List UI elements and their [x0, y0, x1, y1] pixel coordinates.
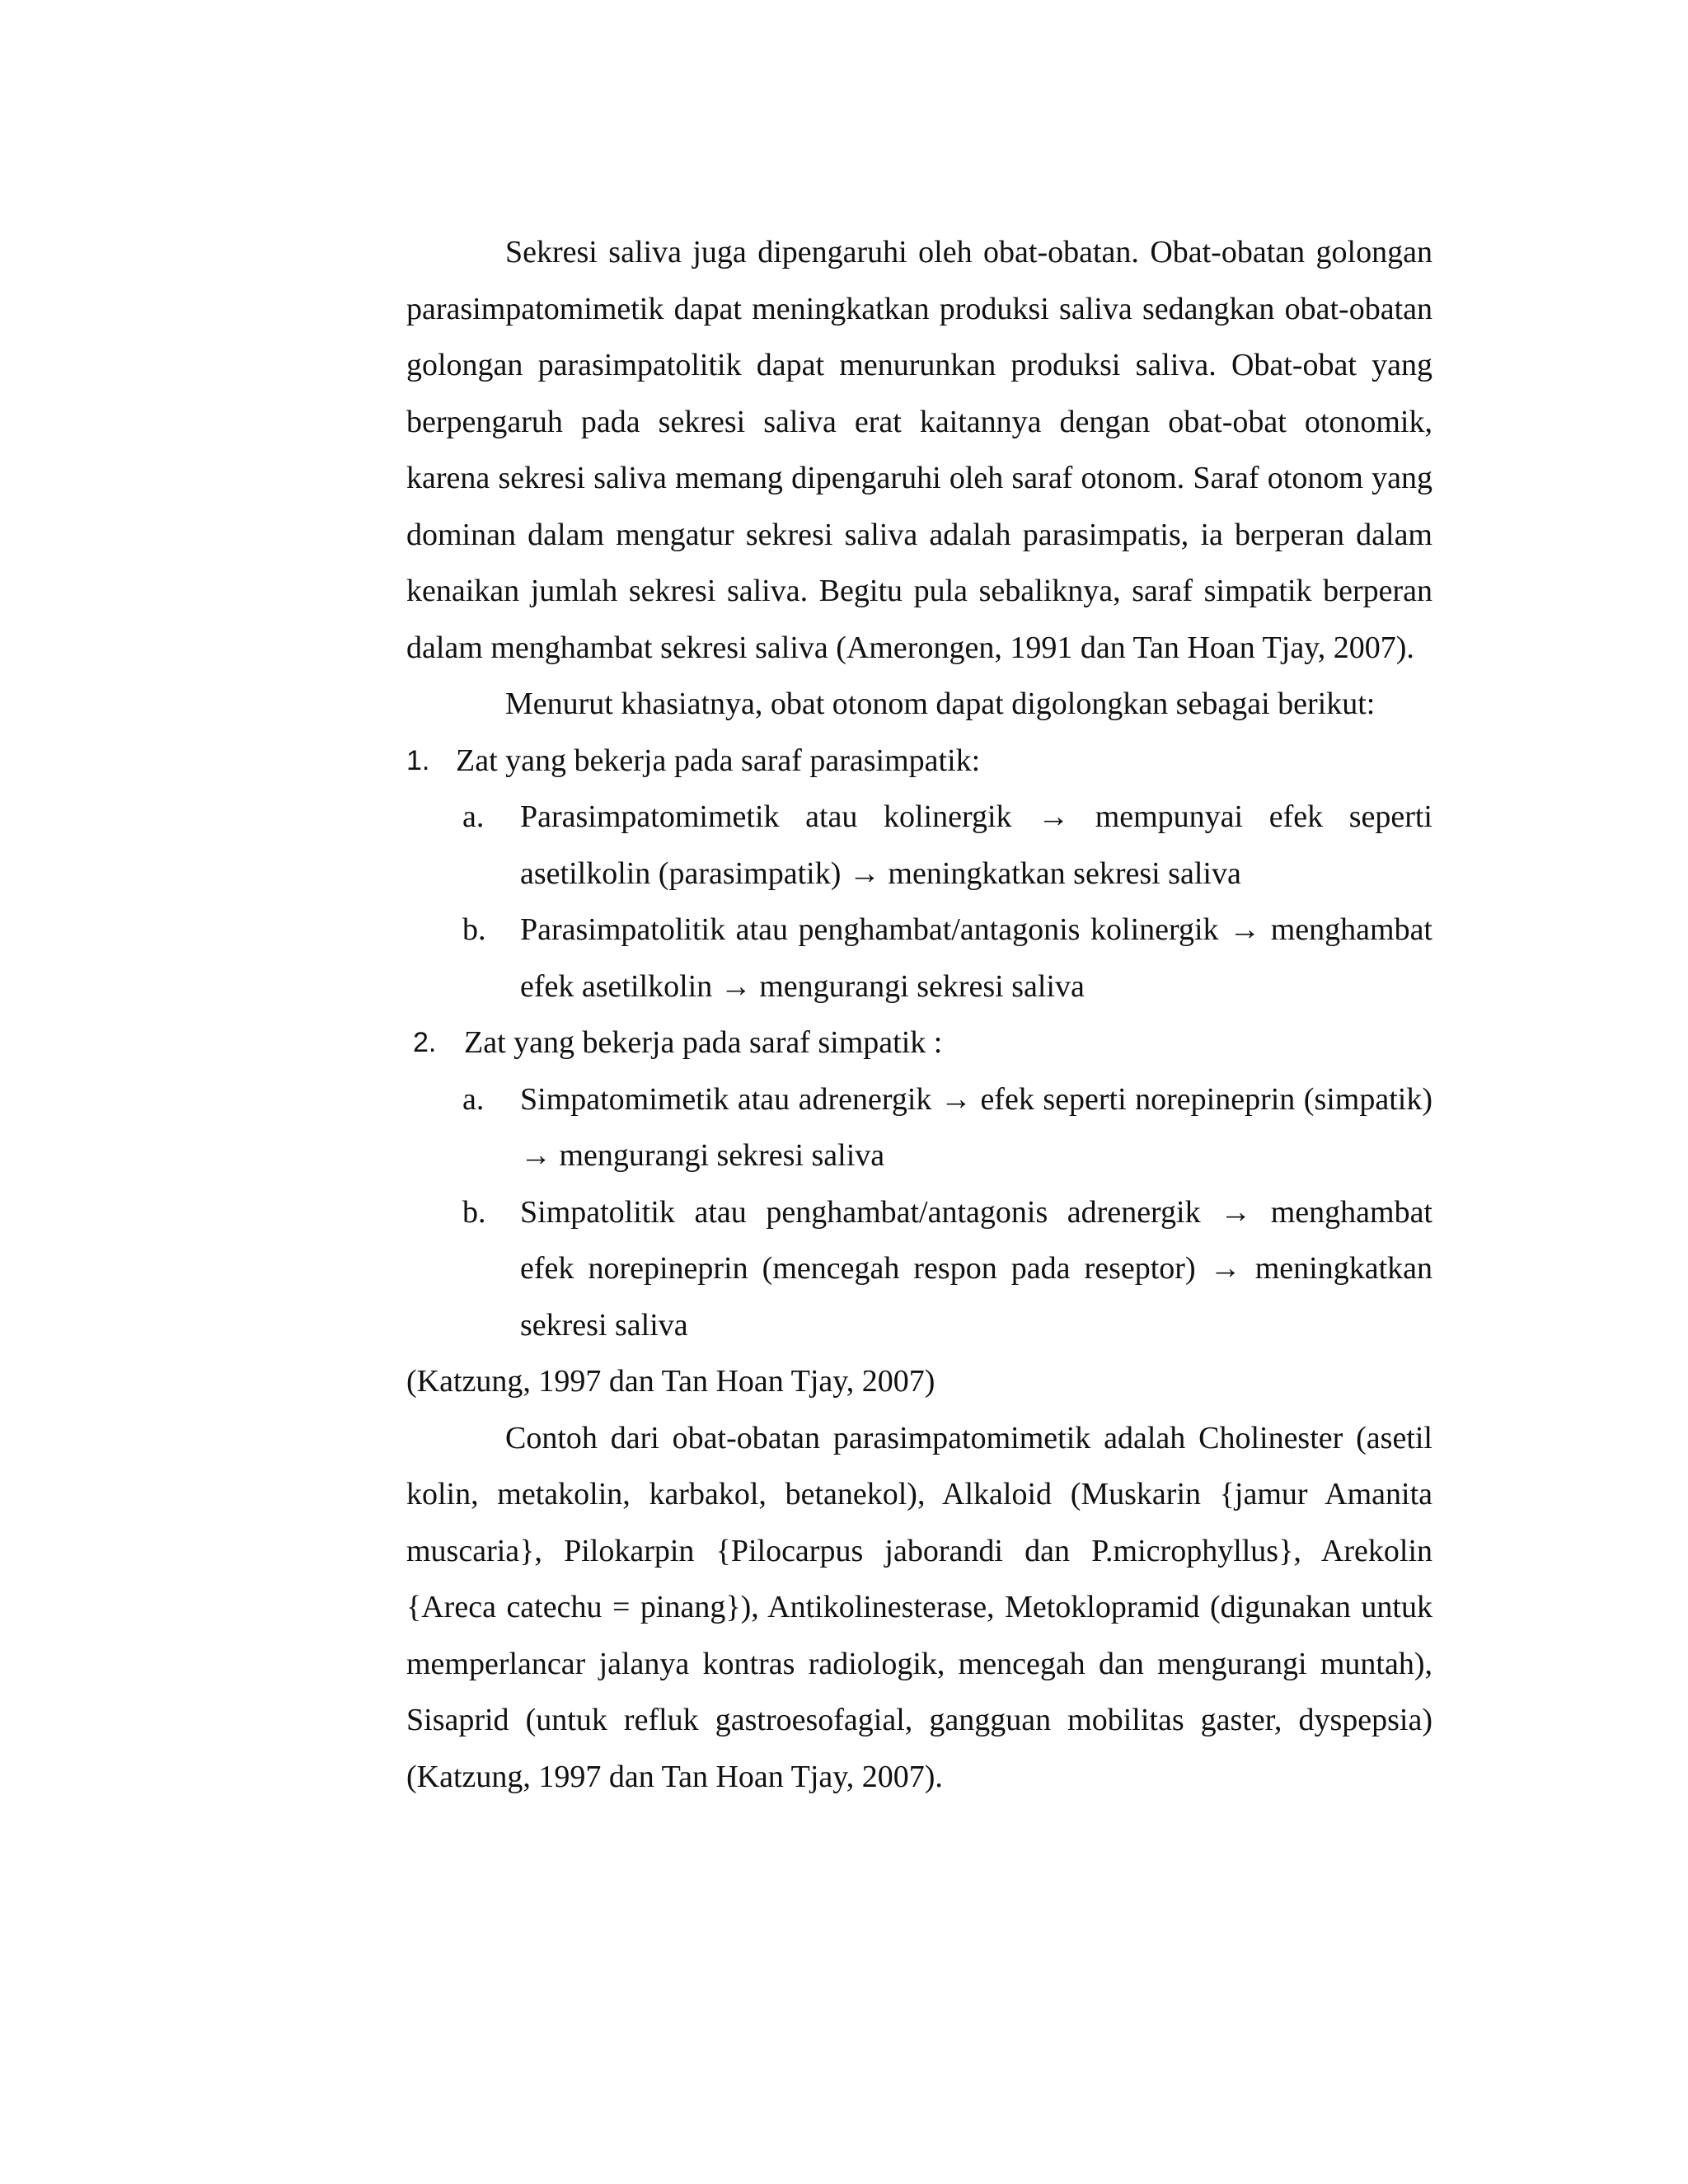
paragraph-parasympathomimetic-examples: Contoh dari obat-obatan parasimpatomimetik adalah Cholinester (asetil kolin, metakolin, karbakol, betanekol), Alkaloid (Muskarin {jamur Amanita muscaria}, Pilokarpin {Pilocarpus jaborandi dan P.microphyllus}, Arekolin {Areca catechu = pinang}), Antikolinesterase, Metoklopramid (digunakan untuk memperlancar jalanya kontras radiologik, mencegah dan mengurangi muntah), Sisaprid (untuk refluk gastroesofagial, gangguan mobilitas gaster, dyspepsia) (Katzung, 1997 dan Tan Hoan Tjay, 2007). [406, 1420, 1432, 1794]
list-number: 1. [406, 744, 430, 776]
list-item-sympathetic [406, 1015, 1432, 1353]
classification-list [406, 733, 1432, 1354]
paragraph-classification-intro: Menurut khasiatnya, obat otonom dapat digolongkan sebagai berikut: [505, 687, 1376, 721]
subitem-parasympathomimetic [406, 789, 1432, 902]
subitem-text: Parasimpatomimetik atau kolinergik → mempunyai efek seperti asetilkolin (parasimpatik) → meningkatkan sekresi saliva [520, 799, 1432, 891]
list-number: 2. [413, 1027, 437, 1058]
sublist-sympathetic [406, 1071, 1432, 1354]
document-page [406, 224, 1432, 1805]
subitem-text: Simpatolitik atau penghambat/antagonis adrenergik → menghambat efek norepineprin (mencegah respon pada reseptor) → meningkatkan sekresi saliva [520, 1194, 1432, 1343]
citation-line: (Katzung, 1997 dan Tan Hoan Tjay, 2007) [406, 1364, 935, 1399]
sublist-letter: b. [462, 1194, 486, 1230]
subitem-text: Parasimpatolitik atau penghambat/antagonis kolinergik → menghambat efek asetilkolin → mengurangi sekresi saliva [520, 912, 1432, 1004]
sublist-parasympathetic [406, 789, 1432, 1015]
list-item-parasympathetic [406, 733, 1432, 1015]
sublist-letter: a. [462, 799, 485, 834]
subitem-parasympatholytic [406, 902, 1432, 1015]
subitem-text: Simpatomimetik atau adrenergik → efek seperti norepineprin (simpatik) → mengurangi sekresi saliva [520, 1081, 1432, 1173]
sublist-letter: b. [462, 912, 486, 947]
sublist-letter: a. [462, 1081, 485, 1117]
subitem-sympatholytic [406, 1184, 1432, 1354]
list-item-text: Zat yang bekerja pada saraf parasimpatik: [456, 743, 981, 778]
paragraph-saliva-secretion: Sekresi saliva juga dipengaruhi oleh obat-obatan. Obat-obatan golongan parasimpatomimetik dapat meningkatkan produksi saliva sedangkan obat-obatan golongan parasimpatolitik dapat menurunkan produksi saliva. Obat-obat yang berpengaruh pada sekresi saliva erat kaitannya dengan obat-obat otonomik, karena sekresi saliva memang dipengaruhi oleh saraf otonom. Saraf otonom yang dominan dalam mengatur sekresi saliva adalah parasimpatis, ia berperan dalam kenaikan jumlah sekresi saliva. Begitu pula sebaliknya, saraf simpatik berperan dalam menghambat sekresi saliva (Amerongen, 1991 dan Tan Hoan Tjay, 2007). [406, 235, 1432, 665]
subitem-sympathomimetic [406, 1071, 1432, 1184]
list-item-text: Zat yang bekerja pada saraf simpatik : [464, 1025, 943, 1060]
